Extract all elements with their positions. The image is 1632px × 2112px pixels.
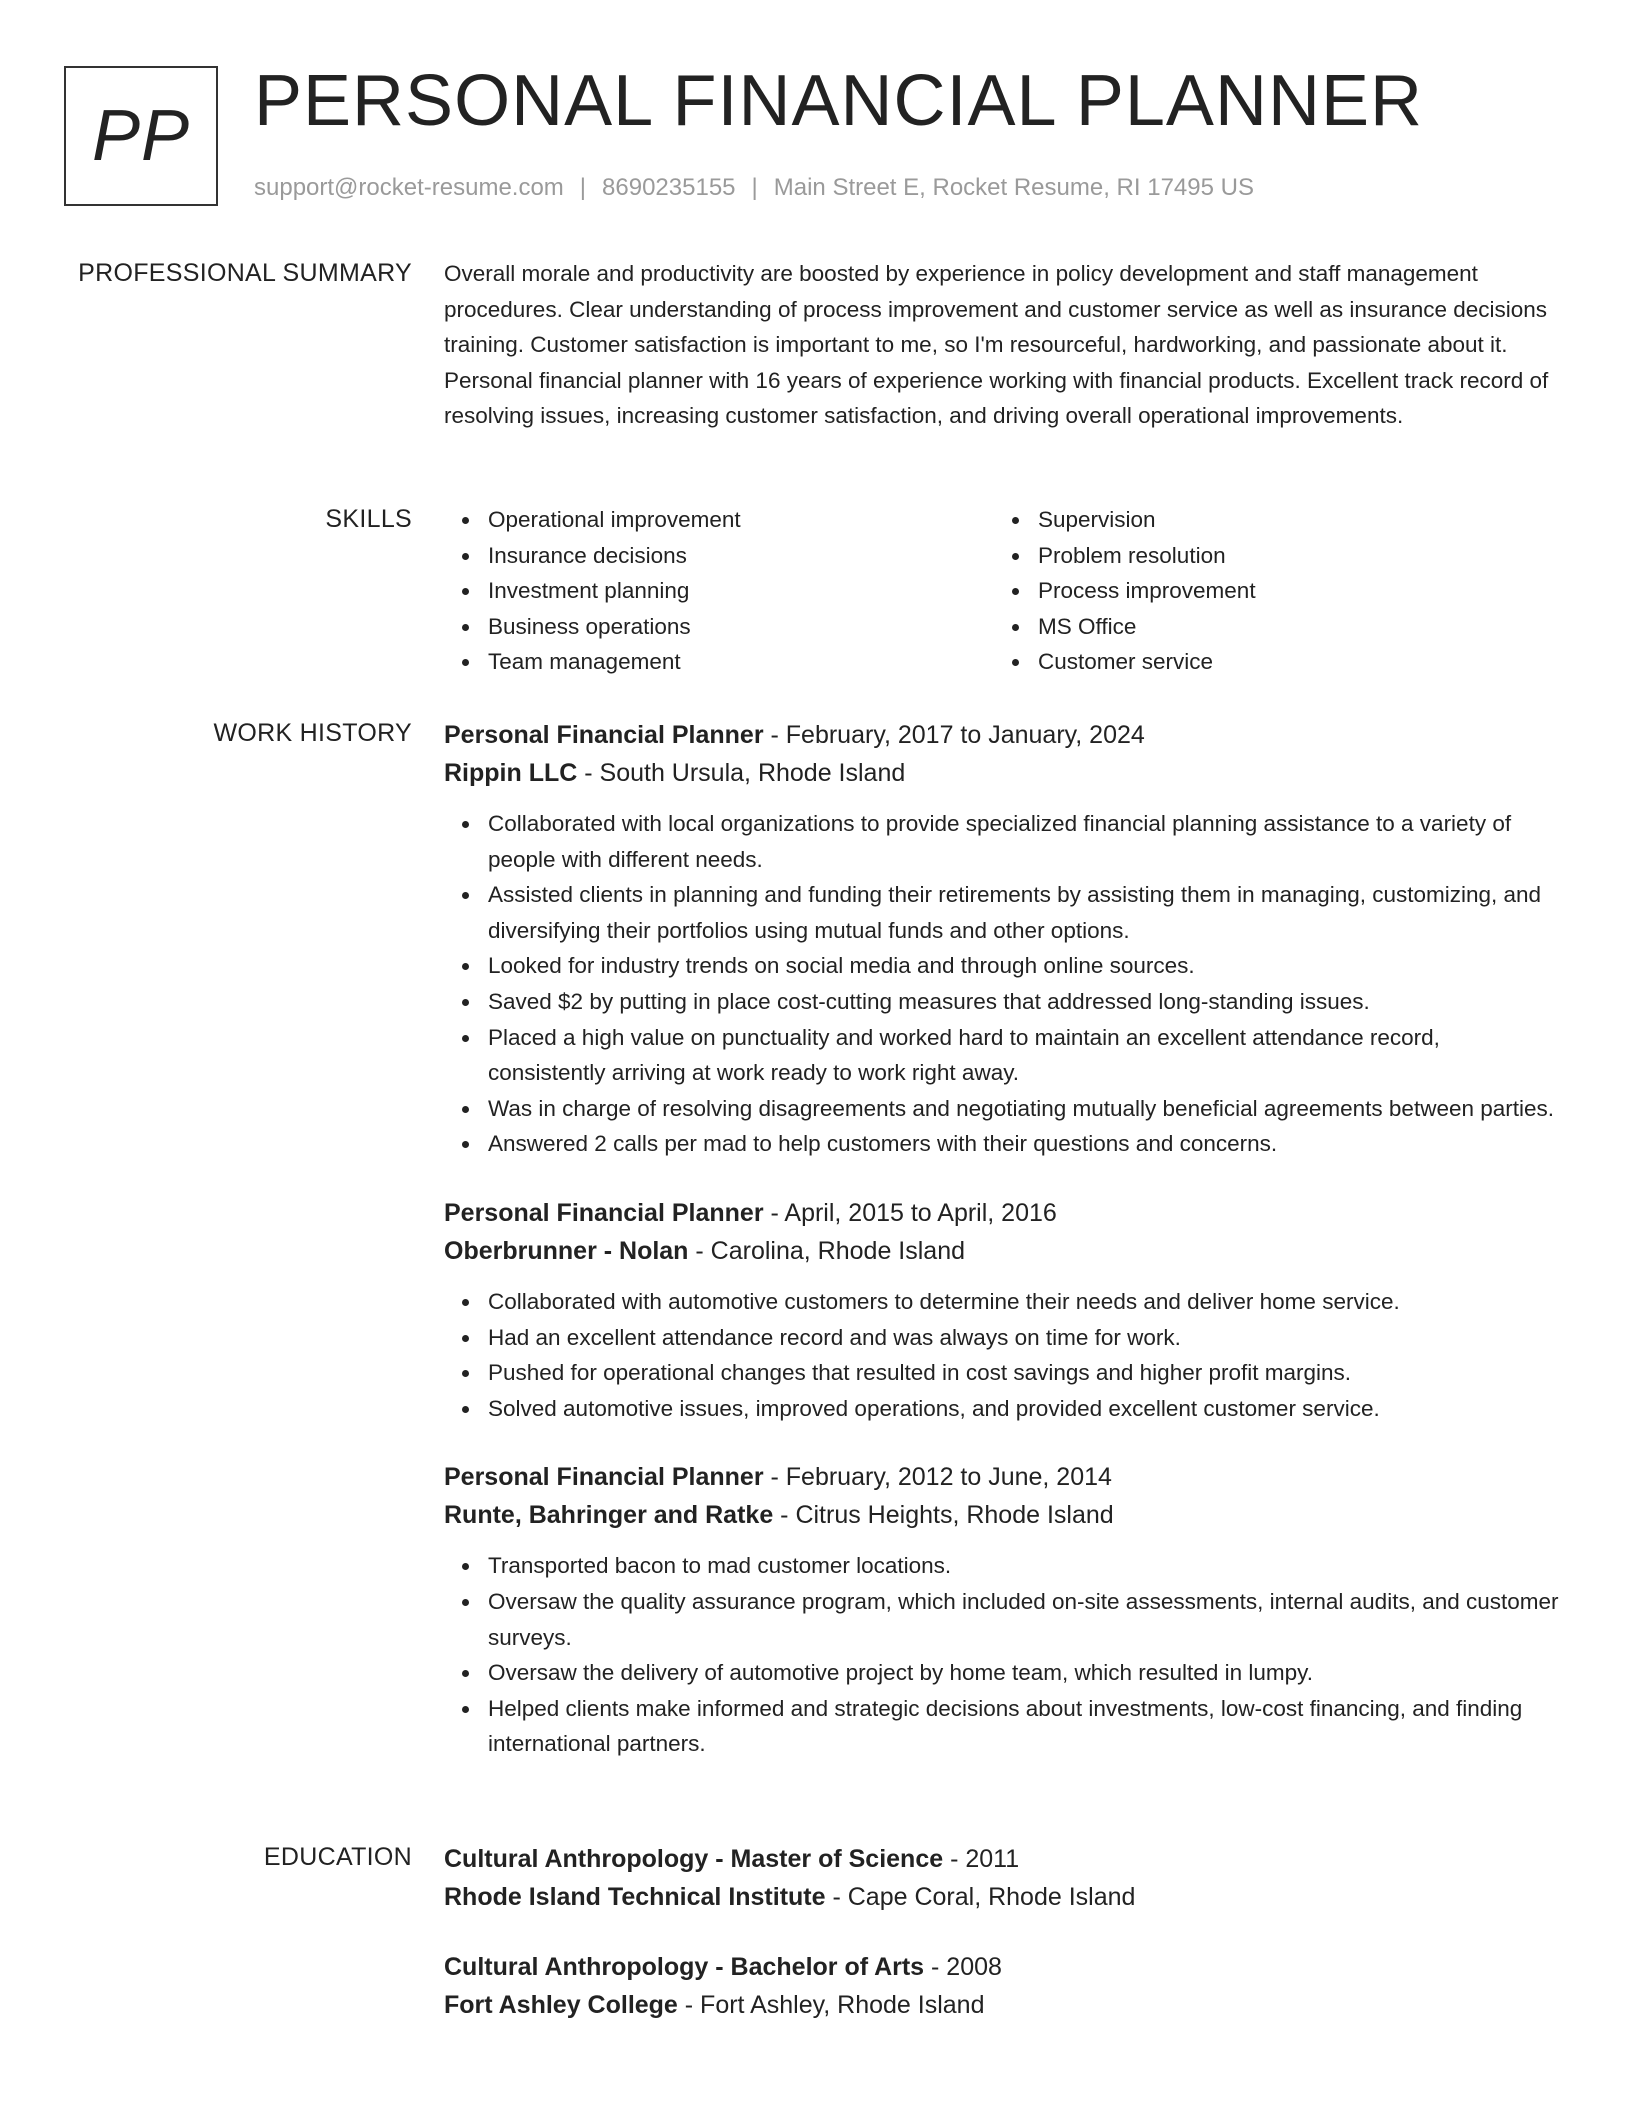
skill-item: Problem resolution	[1038, 538, 1544, 574]
job-location: - South Ursula, Rhode Island	[577, 759, 906, 787]
contact-email[interactable]: support@rocket-resume.com	[254, 174, 564, 201]
education-entry	[444, 1840, 1560, 1916]
job-entry	[444, 1458, 1560, 1762]
job-company: Oberbrunner - Nolan	[444, 1236, 689, 1265]
job-bullet: Was in charge of resolving disagreements and negotiating mutually beneficial agreements between parties.	[488, 1091, 1560, 1127]
job-bullet: Collaborated with automotive customers to determine their needs and deliver home service.	[488, 1284, 1560, 1320]
skill-item: Process improvement	[1038, 573, 1544, 609]
contact-separator: |	[751, 174, 758, 201]
education-location: - Cape Coral, Rhode Island	[825, 1883, 1136, 1911]
job-company: Rippin LLC	[444, 759, 578, 787]
job-location: - Citrus Heights, Rhode Island	[773, 1501, 1114, 1530]
skill-item: Investment planning	[488, 573, 994, 609]
job-bullet: Assisted clients in planning and funding their retirements by assisting them in managing, customizing, and diversifying their portfolios using mutual funds and other options.	[488, 877, 1560, 948]
education-school-line	[444, 1986, 1560, 2024]
skills-heading: SKILLS	[325, 505, 412, 533]
job-bullets	[444, 1548, 1560, 1762]
skill-item: Insurance decisions	[488, 538, 994, 574]
job-bullet: Oversaw the delivery of automotive project by home team, which resulted in lumpy.	[488, 1655, 1560, 1691]
education-entry	[444, 1948, 1560, 2024]
job-dates: - April, 2015 to April, 2016	[763, 1198, 1057, 1227]
job-title-line	[444, 1194, 1560, 1232]
job-bullet: Saved $2 by putting in place cost-cutting measures that addressed long-standing issues.	[488, 984, 1560, 1020]
skills-column-left	[444, 502, 994, 680]
job-bullets	[444, 806, 1560, 1162]
job-entry	[444, 716, 1560, 1162]
summary-heading: PROFESSIONAL SUMMARY	[78, 259, 412, 287]
monogram-logo: PP	[64, 66, 218, 206]
job-entry	[444, 1194, 1560, 1426]
summary-body	[444, 256, 1560, 434]
job-bullet: Helped clients make informed and strategic decisions about investments, low-cost financing, and finding international partners.	[488, 1691, 1560, 1762]
education-school: Rhode Island Technical Institute	[444, 1883, 826, 1911]
job-company-line	[444, 1232, 1560, 1270]
job-title-line	[444, 1458, 1560, 1496]
skill-item: Business operations	[488, 609, 994, 645]
job-bullet: Collaborated with local organizations to provide specialized financial planning assistance to a variety of people with different needs.	[488, 806, 1560, 877]
education-heading: EDUCATION	[263, 1843, 412, 1871]
job-title: Personal Financial Planner	[444, 1198, 764, 1227]
job-bullet: Solved automotive issues, improved operations, and provided excellent customer service.	[488, 1391, 1560, 1427]
skills-grid	[444, 502, 1544, 680]
job-location: - Carolina, Rhode Island	[688, 1236, 966, 1265]
job-bullet: Had an excellent attendance record and was always on time for work.	[488, 1320, 1560, 1356]
job-bullet: Transported bacon to mad customer locations.	[488, 1548, 1560, 1584]
job-dates: - February, 2012 to June, 2014	[763, 1463, 1112, 1492]
job-title-line	[444, 716, 1560, 754]
job-bullet: Placed a high value on punctuality and worked hard to maintain an excellent attendance record, consistently arriving at work ready to work right away.	[488, 1020, 1560, 1091]
job-company-line	[444, 1496, 1560, 1534]
contact-line	[254, 172, 1254, 204]
skills-column-right	[994, 502, 1544, 680]
job-bullets	[444, 1284, 1560, 1426]
skill-item: Team management	[488, 644, 994, 680]
education-school-line	[444, 1878, 1560, 1916]
education-year: - 2008	[924, 1953, 1002, 1981]
education-degree: Cultural Anthropology - Bachelor of Arts	[444, 1953, 925, 1981]
contact-phone: 8690235155	[602, 174, 736, 201]
education-year: - 2011	[943, 1845, 1020, 1873]
job-company: Runte, Bahringer and Ratke	[444, 1501, 774, 1530]
education-body	[444, 1840, 1560, 2024]
work-history-body	[444, 716, 1560, 1762]
contact-address: Main Street E, Rocket Resume, RI 17495 US	[773, 174, 1254, 201]
job-bullet: Answered 2 calls per mad to help customers with their questions and concerns.	[488, 1126, 1560, 1162]
job-bullet: Looked for industry trends on social media and through online sources.	[488, 948, 1560, 984]
education-school: Fort Ashley College	[444, 1991, 678, 2019]
education-location: - Fort Ashley, Rhode Island	[677, 1991, 985, 2019]
skill-item: Customer service	[1038, 644, 1544, 680]
skill-item: MS Office	[1038, 609, 1544, 645]
job-bullet: Oversaw the quality assurance program, which included on-site assessments, internal audits, and customer surveys.	[488, 1584, 1560, 1655]
skill-item: Operational improvement	[488, 502, 994, 538]
resume-title: PERSONAL FINANCIAL PLANNER	[254, 61, 1423, 141]
job-dates: - February, 2017 to January, 2024	[763, 721, 1145, 749]
education-degree-line	[444, 1948, 1560, 1986]
summary-text: Overall morale and productivity are boosted by experience in policy development and staff management procedures. Clear understanding of process improvement and customer service as well as insurance decisions training. Customer satisfaction is important to me, so I'm resourceful, hardworking, and passionate about it. Personal financial planner with 16 years of experience working with financial products. Excellent track record of resolving issues, increasing customer satisfaction, and driving overall operational improvements.	[444, 261, 1549, 429]
job-title: Personal Financial Planner	[444, 1463, 764, 1492]
job-title: Personal Financial Planner	[444, 721, 764, 749]
contact-separator: |	[579, 174, 587, 201]
education-degree: Cultural Anthropology - Master of Science	[444, 1845, 944, 1873]
work-history-heading: WORK HISTORY	[213, 719, 412, 747]
education-degree-line	[444, 1840, 1560, 1878]
skill-item: Supervision	[1038, 502, 1544, 538]
job-company-line	[444, 754, 1560, 792]
job-bullet: Pushed for operational changes that resulted in cost savings and higher profit margins.	[488, 1355, 1560, 1391]
skills-body	[444, 502, 1560, 680]
